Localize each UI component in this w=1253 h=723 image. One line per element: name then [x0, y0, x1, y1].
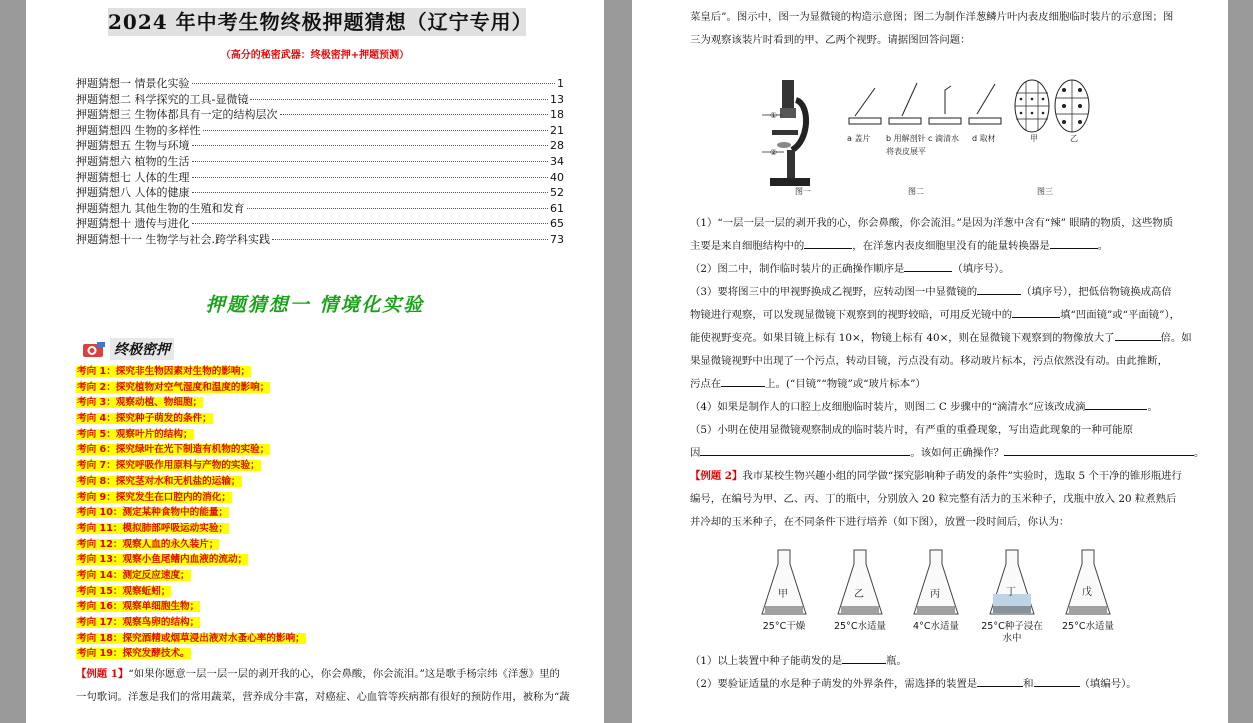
- toc-item[interactable]: [76, 75, 564, 91]
- direction-item: 考向 1：探究非生物因素对生物的影响；: [77, 366, 251, 377]
- flask-caption: 25°C水适量: [834, 621, 886, 632]
- figure-3-caption: 图三: [1037, 187, 1053, 196]
- paragraph-text: 一句歌词。洋葱是我们的常用蔬菜，营养成分丰富，对癌症、心血管等疾病都有很好的预防作用，被称为“蔬: [76, 691, 570, 703]
- answer-blank[interactable]: [804, 236, 852, 249]
- direction-item: 考向 11：模拟肺部呼吸运动实验；: [77, 522, 229, 534]
- toc-item[interactable]: [76, 215, 564, 231]
- step-c-label: c 滴清水: [928, 134, 959, 143]
- question-5-line-2: 因 。该如何正确操作？ 。: [690, 442, 1204, 465]
- step-b-label-2: 将表皮展平: [886, 147, 926, 156]
- answer-blank[interactable]: [904, 259, 952, 272]
- toc-page: 28: [550, 139, 564, 153]
- document-page-left: [26, 0, 604, 723]
- toc-label: 押题猜想一 情景化实验: [76, 77, 190, 90]
- toc-label: 押题猜想六 植物的生活: [76, 154, 190, 168]
- direction-item: 考向 19：探究发酵技术。: [77, 648, 190, 660]
- answer-blank[interactable]: [977, 282, 1021, 295]
- flask-label: 丙: [930, 589, 940, 600]
- direction-item: 考向 4：探究种子萌发的条件；: [77, 413, 212, 425]
- toc-page: 21: [550, 123, 564, 137]
- toc-leader: [203, 130, 549, 131]
- toc-label: 押题猜想四 生物的多样性: [76, 123, 201, 137]
- example-2-question-1: （1）以上装置中种子能萌发的是 瓶。: [690, 650, 1137, 673]
- paragraph-text: “如果你愿意一层一层一层的剥开我的心，你会鼻酸，你会流泪。”这是歌手杨宗纬《洋葱》里的: [128, 668, 560, 680]
- direction-item: 考向 3：观察动植、物细胞；: [77, 397, 203, 409]
- example-2-line-1: 【例题 2】我市某校生物兴趣小组的同学做“探究影响种子萌发的条件”实验时，选取 5 个干净的锥形瓶进行: [690, 470, 1182, 482]
- direction-item: 考向 6：探究绿叶在光下制造有机物的实验；: [77, 444, 270, 456]
- toc-page: 65: [550, 217, 564, 231]
- slide-preparation-figure: [847, 78, 1007, 133]
- answer-blank[interactable]: [842, 651, 886, 664]
- flask-label: 丁: [1006, 587, 1016, 598]
- direction-item: 考向 5：观察叶片的结构；: [77, 428, 193, 440]
- document-title: 2024 年中考生物终极押题猜想（辽宁专用）: [108, 10, 533, 34]
- answer-blank[interactable]: [1034, 674, 1080, 687]
- direction-item: 考向 17：观察鸟卵的结构；: [77, 617, 200, 628]
- figure-1-caption: 图一: [795, 187, 811, 196]
- direction-item: 考向 7：探究呼吸作用原料与产物的实验；: [77, 460, 260, 472]
- direction-item: 考向 12：观察人血的永久装片；: [77, 538, 219, 550]
- toc-label: 押题猜想七 人体的生理: [76, 170, 190, 184]
- toc-page: 13: [550, 92, 564, 106]
- document-page-right: [632, 0, 1228, 723]
- toc-page: 61: [550, 201, 564, 215]
- figure-2-caption: 图二: [908, 187, 924, 196]
- answer-blank[interactable]: [1050, 236, 1098, 249]
- toc-item[interactable]: [76, 122, 564, 138]
- toc-item[interactable]: [76, 91, 564, 107]
- flask-label: 戊: [1082, 587, 1092, 598]
- direction-item: 考向 16：观察单细胞生物；: [77, 601, 200, 613]
- toc-item[interactable]: [76, 169, 564, 185]
- view-jia-label: 甲: [1030, 134, 1038, 143]
- toc-item[interactable]: [76, 106, 564, 122]
- question-3-line-1: （3）要将图三中的甲视野换成乙视野，应转动图一中显微镜的 （填序号），把低倍物镜换成高倍: [690, 281, 1204, 304]
- step-b-label: b 用解剖针: [886, 134, 926, 143]
- toc-label: 押题猜想二 科学探究的工具-显微镜: [76, 92, 249, 106]
- answer-blank[interactable]: [721, 374, 765, 387]
- toc-leader: [192, 145, 549, 146]
- question-2: （2）图二中，制作临时装片的正确操作顺序是 （填序号）。: [690, 258, 1204, 281]
- answer-blank[interactable]: [1085, 397, 1147, 410]
- toc-page: 18: [550, 108, 564, 122]
- toc-label: 押题猜想三 生物体都具有一定的结构层次: [76, 108, 278, 122]
- marker-2: ②: [770, 148, 778, 157]
- document-subtitle: （高分的秘密武器：终极密押+押题预测）: [220, 50, 410, 61]
- direction-item: 考向 10：测定某种食物中的能量；: [77, 507, 229, 519]
- direction-item: 考向 13：观察小鱼尾鳍内血液的流动；: [77, 554, 248, 566]
- toc-leader: [272, 239, 548, 240]
- intro-paragraph: 菜皇后”。图示中，图一为显微镜的构造示意图；图二为制作洋葱鳞片叶内表皮细胞临时装片的示意图；图 三为观察该装片时看到的甲、乙两个视野。请据图回答问题：: [690, 11, 1174, 46]
- step-a-label: a 盖片: [847, 134, 871, 143]
- answer-blank[interactable]: [1115, 328, 1161, 341]
- flask-caption: 25°C种子浸在水中: [981, 621, 1043, 644]
- target-icon: [82, 339, 106, 359]
- toc-leader: [280, 114, 549, 115]
- question-1-line-1: （1）“一层一层一层的剥开我的心，你会鼻酸，你会流泪。”是因为洋葱中含有“辣” 眼睛的物质，这些物质: [690, 217, 1174, 229]
- toc-item[interactable]: [76, 184, 564, 200]
- step-d-label: d 取材: [972, 134, 996, 143]
- toc-leader: [192, 161, 549, 162]
- toc-label: 押题猜想十 遗传与进化: [76, 217, 190, 231]
- direction-item: 考向 15：观察蚯蚓；: [77, 585, 171, 597]
- question-1-line-2: 主要是来自细胞结构中的 ，在洋葱内表皮细胞里没有的能量转换器是 。: [690, 235, 1204, 258]
- toc-page: 1: [557, 77, 564, 90]
- toc-leader: [192, 192, 549, 193]
- toc-page: 73: [550, 232, 564, 246]
- flask-caption: 25°C干燥: [762, 621, 806, 632]
- question-3-line-2: 物镜进行观察，可以发现显微镜下观察到的视野较暗，可用反光镜中的 填“凹面镜”或“平面镜”），: [690, 304, 1204, 327]
- toc-label: 押题猜想十一 生物学与社会.跨学科实践: [76, 232, 270, 246]
- example-tag: 【例题 1】: [76, 668, 129, 680]
- direction-item: 考向 14：测定反应速度；: [77, 569, 190, 581]
- answer-blank[interactable]: [700, 443, 910, 456]
- direction-item: 考向 18：探究酒精或烟草浸出液对水蚤心率的影响；: [77, 632, 305, 644]
- example-2-question-2: （2）要验证适量的水是种子萌发的外界条件，需选择的装置是 和 （填编号）。: [690, 673, 1137, 696]
- section-title: 押题猜想一 情境化实验: [205, 294, 425, 316]
- direction-item: 考向 8：探究茎对水和无机盐的运输；: [77, 475, 241, 487]
- table-of-contents: [76, 75, 564, 247]
- toc-label: 押题猜想九 其他生物的生殖和发育: [76, 201, 245, 215]
- answer-blank[interactable]: [1004, 443, 1194, 456]
- example-2-line-2: 编号，在编号为甲、乙、丙、丁的瓶中，分别放入 20 粒完整有活力的玉米种子，戊瓶中放入 20 粒煮熟后: [690, 493, 1177, 505]
- exam-direction-list: [76, 365, 306, 663]
- question-4: （4）如果是制作人的口腔上皮细胞临时装片，则图二 C 步骤中的“滴清水”应该改成滴 。: [690, 396, 1204, 419]
- answer-blank[interactable]: [1012, 305, 1060, 318]
- example-1-paragraph: [76, 663, 576, 709]
- direction-item: 考向 9：探究发生在口腔内的消化；: [77, 491, 231, 503]
- example-2-line-3: 并冷却的玉米种子，在不同条件下进行培养（如下图），放置一段时间后，你认为：: [690, 516, 1070, 528]
- flask-label: 乙: [854, 589, 864, 600]
- view-yi-label: 乙: [1070, 134, 1078, 143]
- flask-caption: 25°C水适量: [1062, 621, 1114, 632]
- toc-leader: [247, 208, 549, 209]
- flask-caption: 4°C水适量: [913, 621, 959, 632]
- toc-page: 40: [550, 170, 564, 184]
- example-2-questions: [690, 650, 1137, 696]
- question-block: [690, 212, 1204, 534]
- toc-item[interactable]: [76, 231, 564, 247]
- toc-item[interactable]: [76, 200, 564, 216]
- toc-leader: [192, 83, 556, 84]
- microscope-views-figure: [1012, 78, 1092, 138]
- question-3-line-4: 果显微镜视野中出现了一个污点，转动目镜，污点没有动。移动玻片标本，污点依然没有动。由此推断，: [690, 355, 1168, 367]
- toc-leader: [250, 99, 548, 100]
- badge-label: 终极密押: [110, 338, 174, 360]
- toc-leader: [192, 177, 549, 178]
- flask-label: 甲: [778, 589, 788, 600]
- answer-blank[interactable]: [977, 674, 1023, 687]
- toc-leader: [192, 223, 549, 224]
- toc-label: 押题猜想五 生物与环境: [76, 139, 190, 153]
- marker-1: ①: [770, 111, 778, 120]
- toc-item[interactable]: [76, 153, 564, 169]
- question-3-line-5: 污点在 上。(“目镜”“物镜”或“玻片标本”）: [690, 373, 1204, 396]
- direction-item: 考向 2：探究植物对空气湿度和温度的影响；: [77, 381, 270, 393]
- toc-page: 34: [550, 154, 564, 168]
- toc-label: 押题猜想八 人体的健康: [76, 186, 190, 200]
- toc-page: 52: [550, 186, 564, 200]
- question-3-line-3: 能使视野变亮。如果目镜上标有 10×，物镜上标有 40×，则在显微镜下观察到的物像放大了 倍。如: [690, 327, 1204, 350]
- toc-item[interactable]: [76, 137, 564, 153]
- question-5-line-1: （5）小明在使用显微镜观察制成的临时装片时，有严重的重叠现象，写出造此现象的一种可能原: [690, 424, 1134, 436]
- microscope-figure: [762, 70, 822, 190]
- final-prediction-badge: [82, 338, 174, 360]
